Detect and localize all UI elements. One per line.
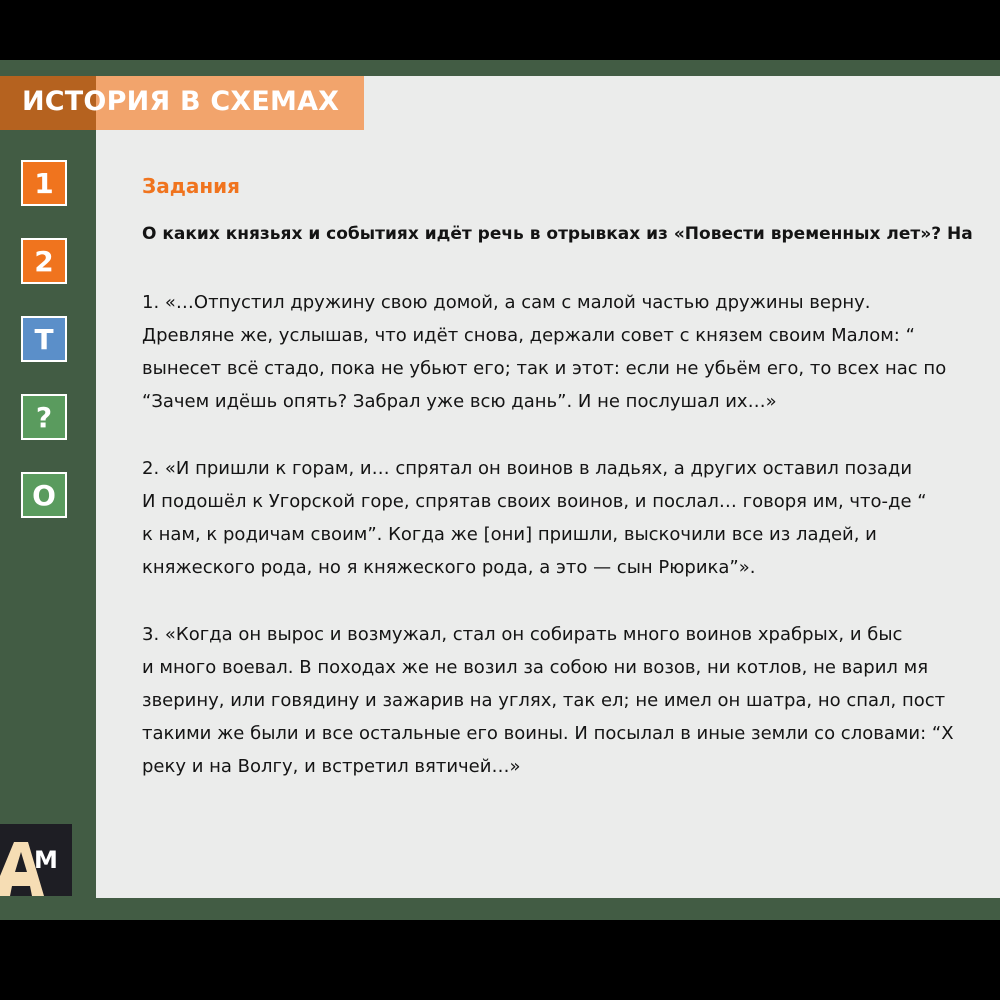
page-title: ИСТОРИЯ В СХЕМАХ [22, 86, 340, 117]
title-banner [0, 76, 364, 130]
content-panel [96, 76, 1000, 898]
passage-line: 1. «…Отпустил дружину свою домой, а сам с малой частью дружины верну. [142, 292, 871, 313]
passage-line: и много воевал. В походах же не возил за собою ни возов, ни котлов, не варил мя [142, 657, 929, 678]
svg-text:М: М [34, 846, 58, 874]
nav-button-question[interactable]: ? [21, 394, 67, 440]
nav-button-1[interactable]: 1 [21, 160, 67, 206]
nav-button-test[interactable]: Т [21, 316, 67, 362]
passage-line: к нам, к родичам своим”. Когда же [они] пришли, выскочили все из ладей, и [142, 524, 877, 545]
passage-line: 3. «Когда он вырос и возмужал, стал он собирать много воинов храбрых, и быс [142, 624, 903, 645]
passage-line: “Зачем идёшь опять? Забрал уже всю дань”. И не послушал их…» [142, 391, 777, 412]
passage-line: вынесет всё стадо, пока не убьют его; так и этот: если не убьём его, то всех нас по [142, 358, 947, 379]
slide-frame [0, 60, 1000, 920]
passage-line: такими же были и все остальные его воины. И посылал в иные земли со словами: “Х [142, 723, 954, 744]
nav-button-answers[interactable]: О [21, 472, 67, 518]
question-text: О каких князьях и событиях идёт речь в отрывках из «Повести временных лет»? На [142, 224, 973, 244]
passage-line: И подошёл к Угорской горе, спрятав своих воинов, и послал… говоря им, что-де “ [142, 491, 927, 512]
nav-button-2[interactable]: 2 [21, 238, 67, 284]
passage-3 [142, 618, 954, 783]
passage-line: Древляне же, услышав, что идёт снова, держали совет с князем своим Малом: “ [142, 325, 915, 346]
passage-2 [142, 452, 927, 584]
passage-line: 2. «И пришли к горам, и… спрятал он воинов в ладьях, а других оставил позади [142, 458, 913, 479]
section-heading: Задания [142, 174, 241, 198]
passage-line: реку и на Волгу, и встретил вятичей…» [142, 756, 521, 777]
passage-line: княжеского рода, но я княжеского рода, а это — сын Рюрика”». [142, 557, 756, 578]
passage-1 [142, 286, 946, 418]
passage-line: зверину, или говядину и зажарив на углях, так ел; не имел он шатра, но спал, пост [142, 690, 946, 711]
am-logo-icon [0, 824, 72, 896]
am-logo-graphic [0, 824, 72, 896]
